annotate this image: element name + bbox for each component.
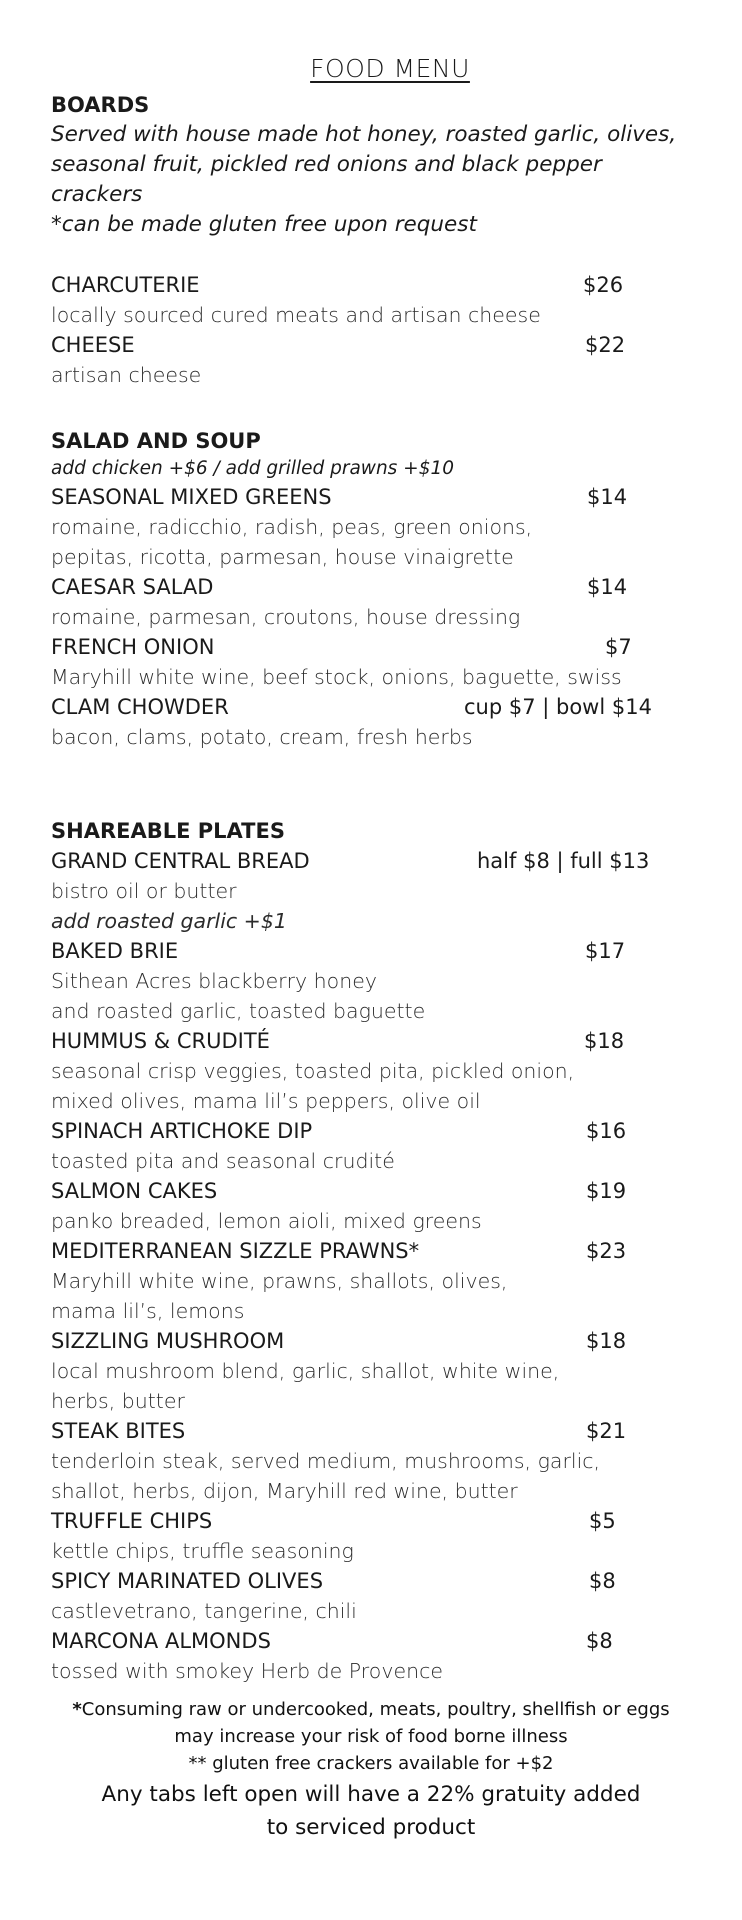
item-description: Sithean Acres blackberry honey — [51, 969, 377, 993]
item-price: $8 — [586, 1629, 613, 1653]
menu-item — [51, 1176, 691, 1206]
item-description: herbs, butter — [51, 1389, 185, 1413]
item-name: MEDITERRANEAN SIZZLE PRAWNS* — [51, 1239, 420, 1263]
item-name: STEAK BITES — [51, 1419, 186, 1443]
item-name: HUMMUS & CRUDITÉ — [51, 1029, 270, 1053]
item-description: romaine, parmesan, croutons, house dressing — [51, 605, 521, 629]
item-name: TRUFFLE CHIPS — [51, 1509, 213, 1533]
menu-item — [51, 692, 691, 722]
item-price: $22 — [585, 333, 626, 357]
menu-item — [51, 1326, 691, 1356]
gluten-free-note: ** gluten free crackers available for +$2 — [188, 1753, 554, 1774]
section-heading: SHAREABLE PLATES — [51, 819, 285, 843]
item-description: kettle chips, truffle seasoning — [51, 1539, 354, 1563]
item-description: tossed with smokey Herb de Provence — [51, 1659, 443, 1683]
menu-footer — [0, 1696, 742, 1843]
section-shareable-plates — [51, 816, 691, 1686]
item-description: seasonal crisp veggies, toasted pita, pickled onion, — [51, 1059, 575, 1083]
item-description: tenderloin steak, served medium, mushrooms, garlic, — [51, 1449, 601, 1473]
item-price: $7 — [605, 635, 632, 659]
item-description: toasted pita and seasonal crudité — [51, 1149, 395, 1173]
item-price: $5 — [589, 1509, 616, 1533]
item-description: mama lil’s, lemons — [51, 1299, 245, 1323]
menu-item — [51, 330, 691, 360]
section-note: seasonal fruit, pickled red onions and black pepper crackers — [51, 152, 602, 207]
item-name: CHARCUTERIE — [51, 273, 200, 297]
item-description: bistro oil or butter — [51, 879, 237, 903]
disclaimer-text: may increase your risk of food borne illness — [174, 1726, 568, 1747]
item-addon-note: add roasted garlic +$1 — [51, 909, 287, 933]
item-description: and roasted garlic, toasted baguette — [51, 999, 426, 1023]
item-price: half $8 | full $13 — [477, 849, 650, 873]
item-description: bacon, clams, potato, cream, fresh herbs — [51, 725, 473, 749]
item-description: locally sourced cured meats and artisan cheese — [51, 303, 541, 327]
asterisk-mark: * — [72, 1699, 82, 1720]
item-description: castlevetrano, tangerine, chili — [51, 1599, 357, 1623]
item-price: $21 — [586, 1419, 627, 1443]
item-description: artisan cheese — [51, 363, 202, 387]
item-price: $26 — [583, 273, 624, 297]
item-price: $16 — [586, 1119, 627, 1143]
menu-page — [51, 52, 691, 1686]
item-name: GRAND CENTRAL BREAD — [51, 849, 310, 873]
section-note: add chicken +$6 / add grilled prawns +$10 — [51, 458, 454, 479]
item-description: local mushroom blend, garlic, shallot, white wine, — [51, 1359, 560, 1383]
menu-item — [51, 1566, 691, 1596]
menu-item — [51, 1626, 691, 1656]
item-name: BAKED BRIE — [51, 939, 179, 963]
item-name: SALMON CAKES — [51, 1179, 218, 1203]
item-price: $19 — [586, 1179, 627, 1203]
item-name: CLAM CHOWDER — [51, 695, 229, 719]
menu-item — [51, 846, 691, 876]
item-description: mixed olives, mama lil’s peppers, olive oil — [51, 1089, 481, 1113]
item-name: FRENCH ONION — [51, 635, 215, 659]
item-price: $17 — [585, 939, 626, 963]
item-name: SIZZLING MUSHROOM — [51, 1329, 285, 1353]
item-name: CHEESE — [51, 333, 135, 357]
item-price: $23 — [586, 1239, 627, 1263]
item-description: panko breaded, lemon aioli, mixed greens — [51, 1209, 482, 1233]
section-note: *can be made gluten free upon request — [51, 212, 477, 237]
item-description: pepitas, ricotta, parmesan, house vinaigrette — [51, 545, 514, 569]
item-description: Maryhill white wine, prawns, shallots, olives, — [51, 1269, 508, 1293]
disclaimer-text: Consuming raw or undercooked, meats, poultry, shellfish or eggs — [81, 1699, 670, 1720]
section-salad-soup — [51, 426, 691, 752]
item-price: cup $7 | bowl $14 — [464, 695, 652, 719]
item-description: shallot, herbs, dijon, Maryhill red wine, butter — [51, 1479, 518, 1503]
allergy-disclaimer — [0, 1696, 742, 1723]
item-name: CAESAR SALAD — [51, 575, 214, 599]
item-description: romaine, radicchio, radish, peas, green onions, — [51, 515, 533, 539]
item-name: MARCONA ALMONDS — [51, 1629, 271, 1653]
menu-item — [51, 1116, 691, 1146]
menu-item — [51, 1236, 691, 1266]
item-price: $18 — [586, 1329, 627, 1353]
item-price: $18 — [584, 1029, 625, 1053]
item-price: $8 — [589, 1569, 616, 1593]
menu-item — [51, 632, 691, 662]
section-heading: SALAD AND SOUP — [51, 429, 261, 453]
menu-item — [51, 1026, 691, 1056]
item-name: SPINACH ARTICHOKE DIP — [51, 1119, 313, 1143]
menu-item — [51, 1506, 691, 1536]
section-note: Served with house made hot honey, roasted garlic, olives, — [51, 122, 677, 147]
section-boards — [51, 90, 691, 390]
item-price: $14 — [587, 485, 628, 509]
menu-item — [51, 936, 691, 966]
page-title: FOOD MENU — [310, 54, 470, 83]
item-description: Maryhill white wine, beef stock, onions, baguette, swiss — [51, 665, 622, 689]
item-price: $14 — [587, 575, 628, 599]
item-name: SPICY MARINATED OLIVES — [51, 1569, 324, 1593]
gratuity-note: to serviced product — [266, 1815, 476, 1840]
gratuity-note: Any tabs left open will have a 22% gratuity added — [101, 1782, 641, 1807]
menu-item — [51, 572, 691, 602]
menu-item — [51, 482, 691, 512]
section-heading: BOARDS — [51, 93, 150, 117]
menu-item — [51, 270, 691, 300]
item-name: SEASONAL MIXED GREENS — [51, 485, 332, 509]
menu-item — [51, 1416, 691, 1446]
